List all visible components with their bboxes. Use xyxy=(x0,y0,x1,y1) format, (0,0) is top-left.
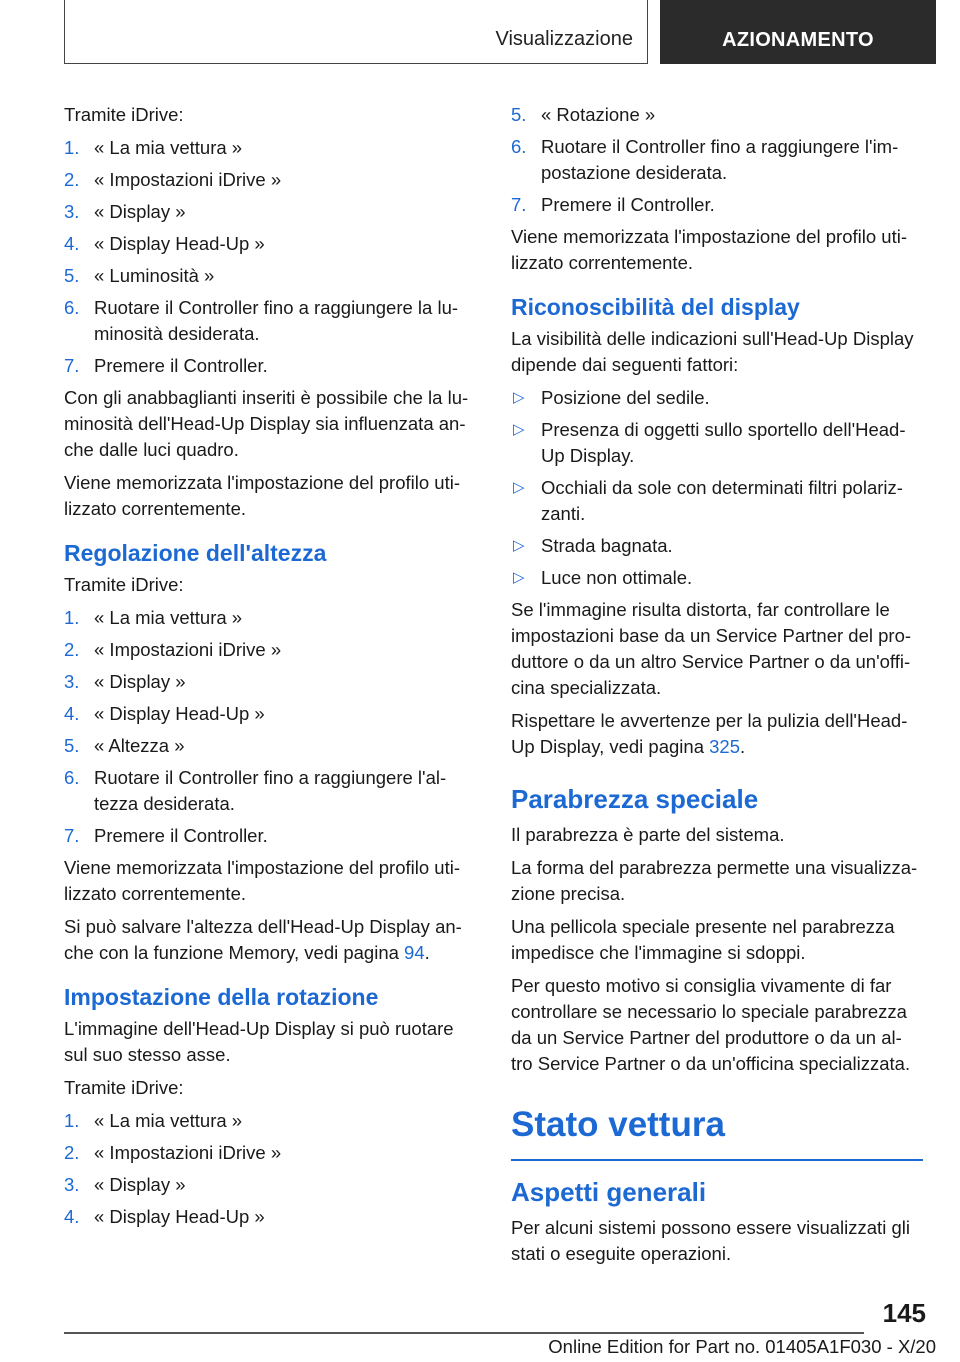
height-heading: Regolazione dell'altezza xyxy=(64,540,327,566)
list-item: 5. « Rotazione » xyxy=(511,104,656,125)
list-item: 4. « Display Head-Up » xyxy=(64,1206,265,1227)
list-item: 1. « La mia vettura » xyxy=(64,607,243,628)
rotation-steps-continued xyxy=(511,102,923,218)
general-p1: Per alcuni sistemi possono essere visualizzati gli stati o eseguite operazioni. xyxy=(511,1217,910,1264)
list-item: 3. « Display » xyxy=(64,1174,186,1195)
triangle-bullet-icon: ▷ xyxy=(513,479,525,496)
windshield-heading: Parabrezza speciale xyxy=(511,784,759,814)
list-item: 7. Premere il Controller. xyxy=(64,355,268,376)
brightness-intro: Tramite iDrive: xyxy=(64,104,184,125)
list-item: ▷ Presenza di oggetti sullo sportello dell'Head-Up Display. xyxy=(513,419,906,466)
brightness-steps xyxy=(64,135,476,379)
list-item: 2. « Impostazioni iDrive » xyxy=(64,639,282,660)
left-column xyxy=(64,102,476,1236)
list-item: 7. Premere il Controller. xyxy=(64,825,268,846)
rotation-desc: L'immagine dell'Head-Up Display si può ruotare sul suo stesso asse. xyxy=(64,1018,454,1065)
rotation-heading: Impostazione della rotazione xyxy=(64,984,379,1010)
list-item: 5. « Luminosità » xyxy=(64,265,215,286)
list-item: 1. « La mia vettura » xyxy=(64,1110,243,1131)
triangle-bullet-icon: ▷ xyxy=(513,421,525,438)
visibility-intro: La visibilità delle indicazioni sull'Head-Up Display dipende dai seguenti fattori: xyxy=(511,328,914,375)
visibility-note-2: Rispettare le avvertenze per la pulizia dell'Head-Up Display, vedi pagina 325. xyxy=(511,710,908,757)
footer-divider xyxy=(64,1332,864,1334)
windshield-p2: La forma del parabrezza permette una visualizza-zione precisa. xyxy=(511,857,918,904)
header-chapter-tab xyxy=(660,0,936,64)
list-item: 2. « Impostazioni iDrive » xyxy=(64,169,282,190)
list-item: ▷ Posizione del sedile. xyxy=(511,385,923,411)
page-number: 145 xyxy=(882,1298,926,1328)
windshield-p1: Il parabrezza è parte del sistema. xyxy=(511,824,785,845)
footer-edition: Online Edition for Part no. 01405A1F030 - X/20 xyxy=(548,1336,936,1357)
visibility-note-1: Se l'immagine risulta distorta, far controllare le impostazioni base da un Service Partner del pro-duttore o da un altro Service Partner o da un'offi-cina specializzata. xyxy=(511,599,912,698)
height-intro: Tramite iDrive: xyxy=(64,574,184,595)
list-item: 1. « La mia vettura » xyxy=(64,137,243,158)
height-steps xyxy=(64,605,476,849)
page-link-325[interactable]: 325 xyxy=(709,736,741,757)
list-item: 3. « Display » xyxy=(64,671,186,692)
list-item: ▷ Luce non ottimale. xyxy=(511,565,923,591)
general-heading: Aspetti generali xyxy=(511,1177,707,1207)
page-link-94[interactable]: 94 xyxy=(404,942,425,963)
header-section-tab xyxy=(64,0,648,64)
height-note-1: Viene memorizzata l'impostazione del profilo uti-lizzato correntemente. xyxy=(64,857,460,904)
triangle-bullet-icon: ▷ xyxy=(513,537,525,554)
windshield-p3: Una pellicola speciale presente nel parabrezza impedisce che l'immagine si sdoppi. xyxy=(511,916,895,963)
rotation-note: Viene memorizzata l'impostazione del profilo uti-lizzato correntemente. xyxy=(511,226,907,273)
visibility-bullets xyxy=(511,385,923,591)
triangle-bullet-icon: ▷ xyxy=(513,389,525,406)
brightness-note-2: Viene memorizzata l'impostazione del profilo uti-lizzato correntemente. xyxy=(64,472,460,519)
right-column xyxy=(511,102,923,1274)
list-item: 3. « Display » xyxy=(64,201,186,222)
status-heading: Stato vettura xyxy=(511,1103,923,1161)
brightness-note-1: Con gli anabbaglianti inseriti è possibile che la lu-minosità dell'Head-Up Display sia influenzata an-che dalle luci quadro. xyxy=(64,387,469,460)
height-note-2: Si può salvare l'altezza dell'Head-Up Display an-che con la funzione Memory, vedi pagina 94. xyxy=(64,916,462,963)
visibility-heading: Riconoscibilità del display xyxy=(511,294,800,320)
header-section-label: Visualizzazione xyxy=(495,28,633,50)
windshield-p4: Per questo motivo si consiglia vivamente di far controllare se necessario lo speciale parabrezza da un Service Partner del produttore o da un al-tro Service Partner o da un'officina specializzata. xyxy=(511,975,911,1074)
list-item: 7. Premere il Controller. xyxy=(511,194,715,215)
list-item: 4. « Display Head-Up » xyxy=(64,703,265,724)
header-chapter-label: AZIONAMENTO xyxy=(722,29,874,51)
list-item: 4. « Display Head-Up » xyxy=(64,233,265,254)
list-item: 6. Ruotare il Controller fino a raggiungere l'al-tezza desiderata. xyxy=(64,767,447,814)
list-item: 5. « Altezza » xyxy=(64,735,185,756)
list-item: 2. « Impostazioni iDrive » xyxy=(64,1142,282,1163)
list-item: ▷ Occhiali da sole con determinati filtri polariz-zanti. xyxy=(513,477,903,524)
list-item: 6. Ruotare il Controller fino a raggiungere la lu-minosità desiderata. xyxy=(64,297,459,344)
list-item: ▷ Strada bagnata. xyxy=(511,533,923,559)
rotation-steps xyxy=(64,1108,476,1230)
triangle-bullet-icon: ▷ xyxy=(513,569,525,586)
rotation-intro: Tramite iDrive: xyxy=(64,1077,184,1098)
list-item: 6. Ruotare il Controller fino a raggiungere l'im-postazione desiderata. xyxy=(511,136,899,183)
